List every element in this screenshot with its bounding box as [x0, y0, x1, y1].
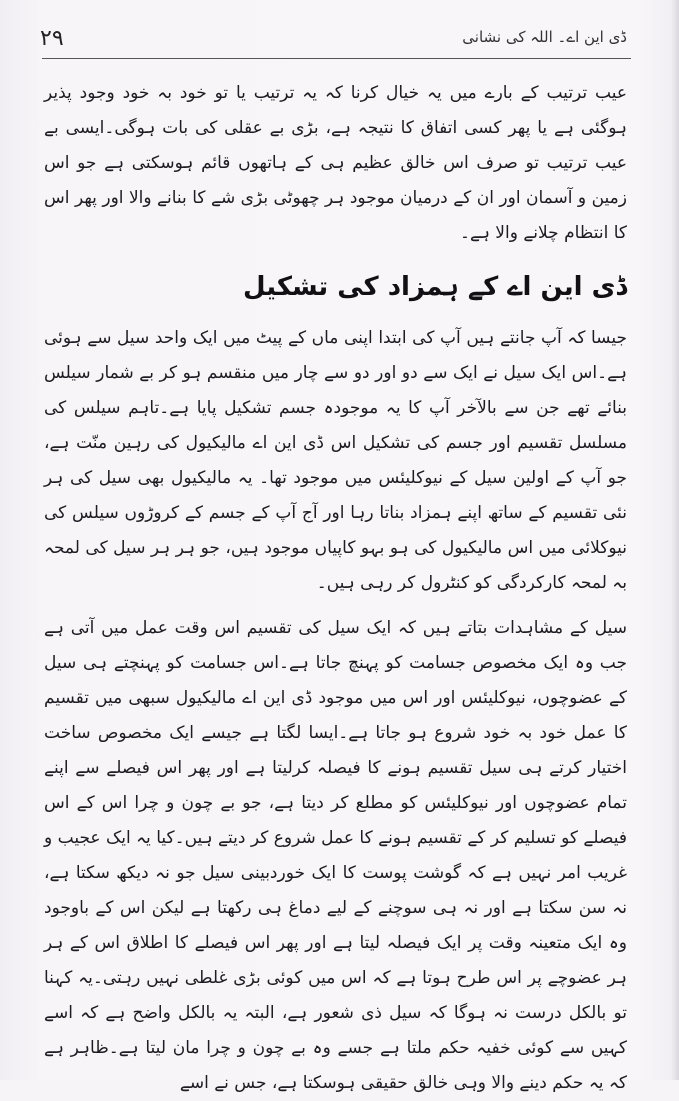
page-header	[40, 26, 627, 60]
page-number: ۲۹	[40, 26, 64, 51]
section-heading: ڈی این اے کے ہمزاد کی تشکیل	[243, 272, 627, 302]
paragraph: جیسا کہ آپ جانتے ہیں آپ کی ابتدا اپنی ماں کے پیٹ میں ایک واحد سیل سے ہوئی ہے۔اس ایک سیل نے ایک سے دو اور دو سے چار میں منقسم ہو کر بے شمار سیلس بنائے تھے جن سے بالآخر آپ کا یہ موجودہ جسم تشکیل پایا ہے۔تاہم سیلس کی مسلسل تقسیم اور جسم کی تشکیل اس ڈی این اے مالیکیول کی رہین منّت ہے، جو آپ کے اولین سیل کے نیوکلیئس میں موجود تھا۔ یہ مالیکیول بھی سیل کی ہر نئی تقسیم کے ساتھ اپنے ہمزاد بناتا رہا اور آج آپ کے جسم کے کروڑوں سیلس کی نیوکلائی میں اس مالیکیول کی ہو بہو کاپیاں موجود ہیں، جو ہر ہر سیل کی لمحہ بہ لمحہ کارکردگی کو کنٹرول کر رہی ہیں۔	[44, 328, 627, 593]
paragraph: عیب ترتیب کے بارے میں یہ خیال کرنا کہ یہ ترتیب یا تو خود بہ خود وجود پذیر ہوگئی ہے یا پھر کسی اتفاق کا نتیجہ ہے، بڑی بے عقلی کی بات ہوگی۔ایسی بے عیب ترتیب تو صرف اس خالق عظیم ہی کے ہاتھوں قائم ہوسکتی ہے جو اس زمین و آسمان اور ان کے درمیان موجود ہر چھوٹی بڑی شے کا بنانے والا اور پھر اس کا انتظام چلانے والا ہے۔	[44, 83, 627, 243]
page-edge-shadow	[671, 0, 679, 1080]
page-body	[44, 76, 627, 1101]
header-rule	[42, 58, 631, 59]
paragraph: سیل کے مشاہدات بتاتے ہیں کہ ایک سیل کی تقسیم اس وقت عمل میں آتی ہے جب وہ ایک مخصوص جسامت کو پہنچ جاتا ہے۔اس جسامت کو پہنچتے ہی سیل کے عضوچوں، نیوکلیئس اور اس میں موجود ڈی این اے مالیکیول سبھی میں تقسیم کا عمل خود بہ خود شروع ہو جاتا ہے۔ایسا لگتا ہے جیسے ایک مخصوص ساخت اختیار کرتے ہی سیل تقسیم ہونے کا فیصلہ کرلیتا ہے اور پھر اس فیصلے سے اپنے تمام عضوچوں اور نیوکلیئس کو مطلع کر دیتا ہے، جو بے چون و چرا اس کے اس فیصلے کو تسلیم کر کے تقسیم ہونے کا عمل شروع کر دیتے ہیں۔کیا یہ ایک عجیب و غریب امر نہیں ہے کہ گوشت پوست کا ایک خوردبینی سیل جو نہ دیکھ سکتا ہے، نہ سن سکتا ہے اور نہ ہی سوچنے کے لیے دماغ ہی رکھتا ہے لیکن اس کے باوجود وہ ایک متعینہ وقت پر ایک فیصلہ لیتا ہے اور پھر اس فیصلے کا اطلاق اس کے ہر ہر عضوچے پر اس طرح ہوتا ہے کہ اس میں کوئی بڑی غلطی نہیں رہتی۔یہ کہنا تو بالکل درست نہ ہوگا کہ سیل ذی شعور ہے، البتہ یہ بالکل واضح ہے کہ اسے کہیں سے کوئی خفیہ حکم ملتا ہے جسے وہ بے چون و چرا مان لیتا ہے۔ظاہر ہے کہ یہ حکم دینے والا وہی خالق حقیقی ہوسکتا ہے، جس نے اسے	[44, 618, 627, 1093]
running-head: ڈی این اے۔ اللہ کی نشانی	[462, 28, 627, 46]
